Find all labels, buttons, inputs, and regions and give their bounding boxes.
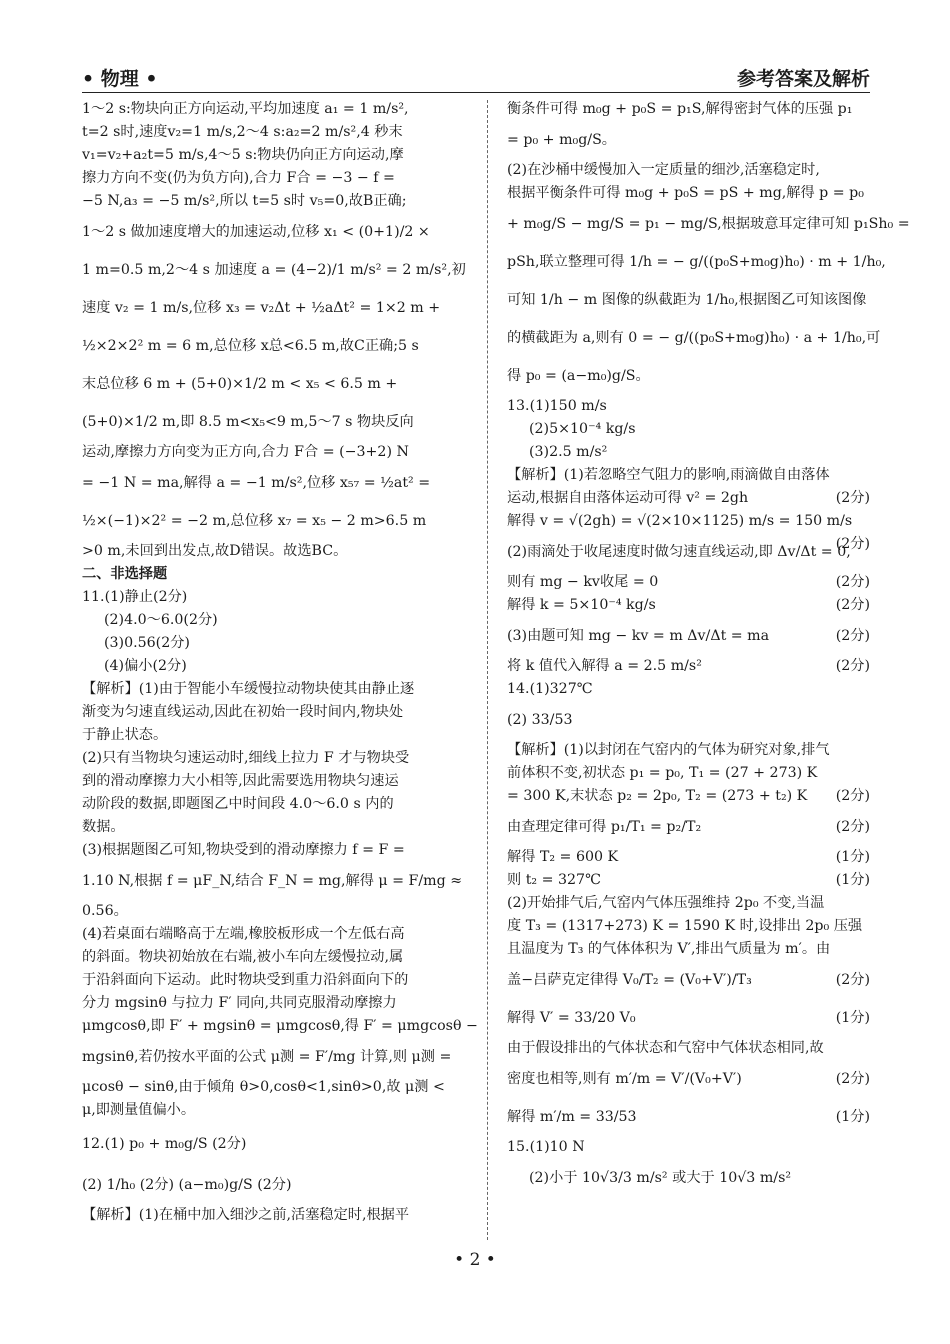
section-title: 参考答案及解析	[736, 68, 870, 90]
answer-line: 12.(1) p₀ + m₀g/S (2分)	[82, 1136, 247, 1152]
score-mark: (2分)	[835, 972, 870, 988]
answer-line: (3)0.56(2分)	[104, 635, 190, 651]
answer-line: 14.(1)327℃	[507, 681, 593, 697]
subject-label: • 物理 •	[82, 68, 158, 90]
answer-line: 15.(1)10 N	[507, 1139, 585, 1155]
text-line: + m₀g/S − mg/S = p₁ − mg/S,根据玻意耳定律可知 p₁Sh₀ =	[507, 216, 910, 232]
score-mark: (2分)	[835, 1071, 870, 1087]
text-line: μ,即测量值偏小。	[82, 1102, 196, 1118]
line-text: 则有 mg − kv收尾 = 0	[507, 574, 659, 590]
text-line: 1 m=0.5 m,2～4 s 加速度 a = (4−2)/1 m/s² = 2 m/s²,初	[82, 262, 466, 278]
answer-line: (4)偏小(2分)	[104, 658, 187, 674]
answer-line: 13.(1)150 m/s	[507, 398, 607, 414]
text-line: 于静止状态。	[82, 727, 168, 743]
line-text: 将 k 值代入解得 a = 2.5 m/s²	[507, 658, 702, 674]
text-line: v₁=v₂+a₂t=5 m/s,4～5 s:物块仍向正方向运动,摩	[82, 147, 404, 163]
answer-line: 11.(1)静止(2分)	[82, 589, 188, 605]
text-line	[507, 487, 870, 510]
score-mark: (1分)	[835, 1010, 870, 1026]
text-line: μcosθ − sinθ,由于倾角 θ>0,cosθ<1,sinθ>0,故 μ测 <	[82, 1079, 445, 1095]
score-mark: (2分)	[835, 536, 870, 552]
text-line: 得 p₀ = (a−m₀)g/S。	[507, 368, 650, 384]
text-line: 动阶段的数据,即题图乙中时间段 4.0～6.0 s 内的	[82, 796, 394, 812]
page-header	[82, 60, 870, 92]
left-column	[82, 98, 478, 1227]
answer-line: (2)4.0～6.0(2分)	[104, 612, 218, 628]
text-line	[507, 869, 870, 892]
text-line: (2)只有当物块匀速运动时,细线上拉力 F 才与物块受	[82, 750, 410, 766]
text-line: 的横截距为 a,则有 0 = − g/((p₀S+m₀g)h₀) · a + 1/h₀,可	[507, 330, 881, 346]
text-line: t=2 s时,速度v₂=1 m/s,2～4 s:a₂=2 m/s²,4 秒末	[82, 124, 403, 140]
score-mark: (2分)	[835, 597, 870, 613]
score-mark: (2分)	[835, 819, 870, 835]
text-line: (2)开始排气后,气窑内气体压强维持 2p₀ 不变,当温	[507, 895, 825, 911]
text-line: 1～2 s 做加速度增大的加速运动,位移 x₁ < (0+1)/2 ×	[82, 224, 430, 240]
right-column	[507, 98, 910, 1197]
line-text: 则 t₂ = 327℃	[507, 872, 601, 888]
answer-line: (2)5×10⁻⁴ kg/s	[529, 421, 636, 437]
text-line: ½×2×2² m = 6 m,总位移 x总<6.5 m,故C正确;5 s	[82, 338, 419, 354]
text-line	[507, 1098, 870, 1136]
line-text: 解得 m′/m = 33/53	[507, 1109, 637, 1125]
text-line: = p₀ + m₀g/S。	[507, 132, 616, 148]
line-text: 解得 T₂ = 600 K	[507, 849, 619, 865]
text-line: >0 m,未回到出发点,故D错误。故选BC。	[82, 543, 348, 559]
analysis-line: 【解析】(1)若忽略空气阻力的影响,雨滴做自由落体	[507, 467, 830, 483]
text-line: (3)根据题图乙可知,物块受到的滑动摩擦力 f = F =	[82, 842, 405, 858]
page-number: • 2 •	[454, 1250, 496, 1270]
line-text: 解得 k = 5×10⁻⁴ kg/s	[507, 597, 656, 613]
text-line	[507, 571, 870, 594]
text-line: μmgcosθ,即 F′ + mgsinθ = μmgcosθ,得 F′ = μmgcosθ −	[82, 1018, 478, 1034]
text-line: (2)雨滴处于收尾速度时做匀速直线运动,即 Δv/Δt = 0,	[507, 544, 851, 560]
text-line	[507, 617, 870, 655]
text-line: 1.10 N,根据 f = μF_N,结合 F_N = mg,解得 μ = F/mg ≈	[82, 873, 463, 889]
text-line: 根据平衡条件可得 m₀g + p₀S = pS + mg,解得 p = p₀	[507, 185, 864, 201]
line-text: (3)由题可知 mg − kv = m Δv/Δt = ma	[507, 628, 770, 644]
score-mark: (2分)	[835, 788, 870, 804]
text-line: (2)在沙桶中缓慢加入一定质量的细沙,活塞稳定时,	[507, 162, 820, 178]
line-text: 解得 V′ = 33/20 V₀	[507, 1010, 636, 1026]
text-line: 的斜面。物块初始放在右端,被小车向左缓慢拉动,属	[82, 949, 404, 965]
text-line	[507, 785, 870, 808]
text-line: 且温度为 T₃ 的气体体积为 V′,排出气质量为 m′。由	[507, 941, 831, 957]
line-text: 密度也相等,则有 m′/m = V′/(V₀+V′)	[507, 1071, 742, 1087]
answer-line: (2) 33/53	[507, 712, 573, 728]
score-mark: (2分)	[835, 574, 870, 590]
score-mark: (2分)	[835, 628, 870, 644]
line-text: 由查理定律可得 p₁/T₁ = p₂/T₂	[507, 819, 702, 835]
text-line: 到的滑动摩擦力大小相等,因此需要选用物块匀速运	[82, 773, 399, 789]
analysis-line: 【解析】(1)在桶中加入细沙之前,活塞稳定时,根据平	[82, 1207, 410, 1223]
header-rule	[82, 92, 870, 93]
text-line: 于沿斜面向下运动。此时物块受到重力沿斜面向下的	[82, 972, 409, 988]
text-line: 速度 v₂ = 1 m/s,位移 x₃ = v₂Δt + ½aΔt² = 1×2 m +	[82, 300, 441, 316]
line-text: = 300 K,末状态 p₂ = 2p₀, T₂ = (273 + t₂) K	[507, 788, 808, 804]
score-mark: (2分)	[835, 658, 870, 674]
text-line: (4)若桌面右端略高于左端,橡胶板形成一个左低右高	[82, 926, 405, 942]
text-line: 衡条件可得 m₀g + p₀S = p₁S,解得密封气体的压强 p₁	[507, 101, 853, 117]
score-mark: (1分)	[835, 872, 870, 888]
text-line: 1～2 s:物块向正方向运动,平均加速度 a₁ = 1 m/s²,	[82, 101, 409, 117]
line-text: 盖−吕萨克定律得 V₀/T₂ = (V₀+V′)/T₃	[507, 972, 752, 988]
score-mark: (2分)	[835, 490, 870, 506]
text-line: = −1 N = ma,解得 a = −1 m/s²,位移 x₅₇ = ½at² =	[82, 475, 431, 491]
text-line: 前体积不变,初状态 p₁ = p₀, T₁ = (27 + 273) K	[507, 765, 818, 781]
text-line: 运动,摩擦力方向变为正方向,合力 F合 = (−3+2) N	[82, 444, 409, 460]
text-line: −5 N,a₃ = −5 m/s²,所以 t=5 s时 v₅=0,故B正确;	[82, 193, 407, 209]
text-line: pSh,联立整理可得 1/h = − g/((p₀S+m₀g)h₀) · m + 1/h₀,	[507, 254, 886, 270]
text-line: 可知 1/h − m 图像的纵截距为 1/h₀,根据图乙可知该图像	[507, 292, 867, 308]
text-line: ½×(−1)×2² = −2 m,总位移 x₇ = x₅ − 2 m>6.5 m	[82, 513, 427, 529]
text-line	[507, 594, 870, 617]
text-line: 0.56。	[82, 903, 128, 919]
column-divider	[487, 100, 488, 1240]
line-text: 运动,根据自由落体运动可得 v² = 2gh	[507, 490, 749, 506]
text-line: 渐变为匀速直线运动,因此在初始一段时间内,物块处	[82, 704, 404, 720]
score-mark: (1分)	[835, 849, 870, 865]
text-line: 擦力方向不变(仍为负方向),合力 F合 = −3 − f =	[82, 170, 395, 186]
text-line	[507, 961, 870, 999]
text-line: 度 T₃ = (1317+273) K = 1590 K 时,设排出 2p₀ 压强	[507, 918, 863, 934]
text-line: 数据。	[82, 819, 125, 835]
text-line	[507, 808, 870, 846]
answer-line: (3)2.5 m/s²	[529, 444, 608, 460]
text-line	[507, 846, 870, 869]
section-heading: 二、非选择题	[82, 566, 168, 582]
score-mark: (1分)	[835, 1109, 870, 1125]
text-line	[507, 655, 870, 678]
analysis-line: 【解析】(1)以封闭在气窑内的气体为研究对象,排气	[507, 742, 830, 758]
text-line: mgsinθ,若仍按水平面的公式 μ测 = F′/mg 计算,则 μ测 =	[82, 1049, 452, 1065]
text-line	[507, 999, 870, 1037]
text-line: 由于假设排出的气体状态和气窑中气体状态相同,故	[507, 1040, 824, 1056]
text-line: 末总位移 6 m + (5+0)×1/2 m < x₅ < 6.5 m +	[82, 376, 398, 392]
text-line: 分力 mgsinθ 与拉力 F′ 同向,共同克服滑动摩擦力	[82, 995, 397, 1011]
analysis-line: 【解析】(1)由于智能小车缓慢拉动物块使其由静止逐	[82, 681, 415, 697]
text-line	[507, 1060, 870, 1098]
text-line: (5+0)×1/2 m,即 8.5 m<x₅<9 m,5～7 s 物块反向	[82, 414, 414, 430]
answer-line: (2)小于 10√3/3 m/s² 或大于 10√3 m/s²	[529, 1170, 792, 1186]
answer-line: (2) 1/h₀ (2分) (a−m₀)g/S (2分)	[82, 1177, 292, 1193]
line-text: 解得 v = √(2gh) = √(2×10×1125) m/s = 150 m/s	[507, 513, 853, 529]
